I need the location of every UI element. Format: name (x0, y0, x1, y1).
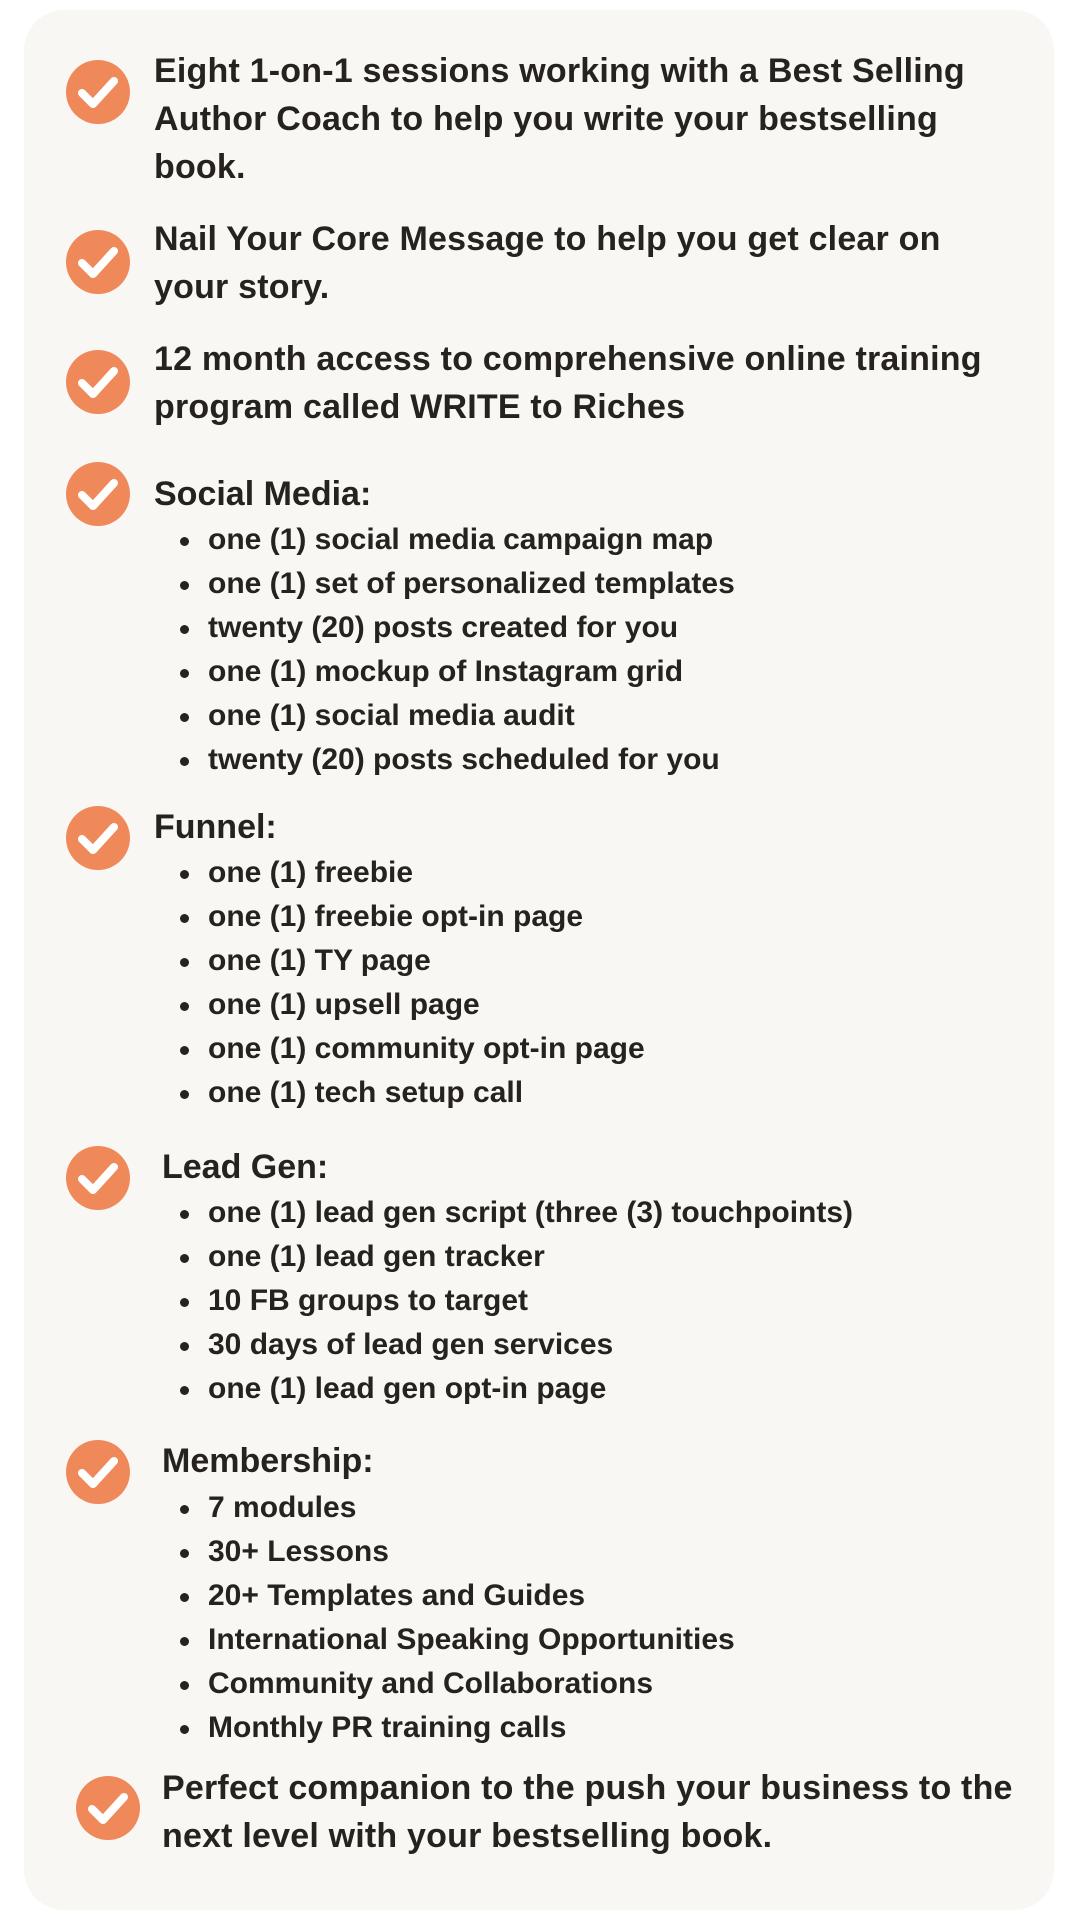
list-item: 7 modules (154, 1486, 735, 1530)
list-item: Monthly PR training calls (154, 1706, 735, 1750)
check-circle-icon (66, 462, 130, 526)
section-heading: Lead Gen: (162, 1148, 329, 1186)
list-item: one (1) community opt-in page (154, 1027, 645, 1071)
check-circle-icon (76, 1776, 140, 1840)
list-item: one (1) lead gen script (three (3) touchpoints) (154, 1191, 853, 1235)
check-circle-icon (66, 806, 130, 870)
list-item: one (1) freebie (154, 851, 645, 895)
list-item: 30 days of lead gen services (154, 1323, 853, 1367)
list-item: twenty (20) posts scheduled for you (154, 738, 735, 782)
list-item: twenty (20) posts created for you (154, 606, 735, 650)
section-heading: Social Media: (154, 475, 372, 513)
bullet-list (154, 851, 645, 1115)
list-item: 10 FB groups to target (154, 1279, 853, 1323)
list-item: 30+ Lessons (154, 1530, 735, 1574)
check-circle-icon (66, 60, 130, 124)
bullet-list (154, 518, 735, 782)
feature-text: Eight 1-on-1 sessions working with a Best Selling Author Coach to help you write your bestselling book. (154, 52, 965, 186)
bullet-list (154, 1486, 735, 1750)
feature-text: Perfect companion to the push your business to the next level with your bestselling book. (162, 1769, 1013, 1855)
list-item: Community and Collaborations (154, 1662, 735, 1706)
list-item: one (1) upsell page (154, 983, 645, 1027)
list-item: 20+ Templates and Guides (154, 1574, 735, 1618)
list-item: one (1) freebie opt-in page (154, 895, 645, 939)
bullet-list (154, 1191, 853, 1411)
section-heading: Funnel: (154, 808, 277, 846)
check-circle-icon (66, 350, 130, 414)
list-item: one (1) tech setup call (154, 1071, 645, 1115)
check-circle-icon (66, 1146, 130, 1210)
list-item: one (1) lead gen opt-in page (154, 1367, 853, 1411)
list-item: one (1) TY page (154, 939, 645, 983)
list-item: International Speaking Opportunities (154, 1618, 735, 1662)
features-card (24, 10, 1054, 1910)
check-circle-icon (66, 230, 130, 294)
list-item: one (1) mockup of Instagram grid (154, 650, 735, 694)
list-item: one (1) lead gen tracker (154, 1235, 853, 1279)
check-circle-icon (66, 1440, 130, 1504)
section-heading: Membership: (162, 1442, 374, 1480)
feature-text: Nail Your Core Message to help you get clear on your story. (154, 220, 941, 306)
list-item: one (1) social media audit (154, 694, 735, 738)
list-item: one (1) set of personalized templates (154, 562, 735, 606)
list-item: one (1) social media campaign map (154, 518, 735, 562)
feature-text: 12 month access to comprehensive online training program called WRITE to Riches (154, 340, 982, 426)
